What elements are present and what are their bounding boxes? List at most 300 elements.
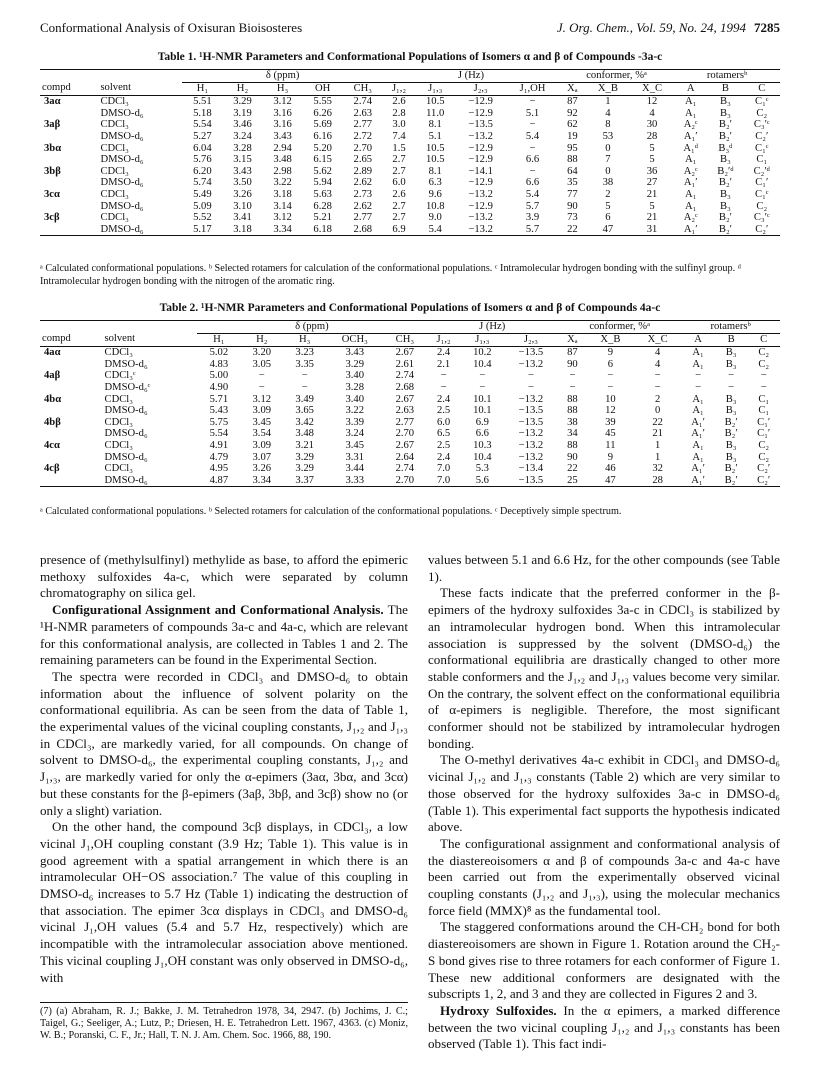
table-cell: −13.2 — [468, 188, 493, 200]
table-cell: CDCl₃ — [100, 96, 129, 108]
table-cell: 2.63 — [353, 107, 373, 119]
table-cell: 3.14 — [273, 200, 292, 212]
table-cell: 10.8 — [425, 200, 445, 212]
table2-col-header: H₃ — [283, 333, 326, 347]
table-cell: A₁ — [692, 439, 704, 451]
table-cell: 0 — [654, 405, 661, 417]
table-cell: A₁ — [685, 154, 697, 166]
table-cell: 3.54 — [252, 428, 272, 440]
table-cell: 3.15 — [233, 154, 252, 166]
table-cell: 28 — [646, 130, 658, 142]
table-cell: 3.20 — [252, 347, 272, 359]
table-cell: DMSO-d₆ — [104, 451, 148, 463]
table-cell: DMSO-d₆ — [100, 177, 144, 189]
table-row — [40, 394, 780, 406]
table-cell: − — [529, 165, 536, 177]
table1-col-header: H₃ — [263, 82, 303, 96]
table-cell: 3.50 — [233, 177, 252, 189]
table-cell: DMSO-d₆ — [100, 223, 144, 235]
table2-col-header: A — [681, 333, 715, 347]
table-cell: 5.02 — [209, 347, 229, 359]
table-cell: 4 — [654, 358, 661, 370]
table-cell: 6 — [607, 358, 614, 370]
table-cell: C₁′ — [755, 177, 769, 189]
table-cell: 5 — [649, 154, 655, 166]
table-row — [40, 359, 780, 371]
table-cell: − — [654, 381, 661, 393]
table-row — [40, 166, 780, 178]
table2-col-header: J₁,₂ — [426, 333, 461, 347]
table-cell: 3.43 — [273, 130, 292, 142]
table-cell: B₂′ — [718, 223, 732, 235]
table-cell: 11.0 — [426, 107, 445, 119]
table-cell: 73 — [567, 212, 578, 224]
table1-col-header: J₂,₃ — [455, 82, 506, 96]
table-cell: 88 — [567, 439, 578, 451]
table-cell: 6.6 — [525, 177, 540, 189]
table-cell: B₃ — [720, 107, 731, 119]
table-cell: 5.71 — [209, 393, 229, 405]
table-cell: 10 — [605, 393, 616, 405]
table-cell: 35 — [567, 177, 578, 189]
table-cell: 5.55 — [313, 96, 332, 108]
table-cell: 6.6 — [475, 428, 489, 440]
table-cell: 5.94 — [313, 177, 332, 189]
journal-citation — [557, 20, 780, 36]
table-cell: 10.4 — [473, 451, 492, 463]
table-cell: 8 — [605, 119, 611, 131]
table-row — [40, 405, 780, 417]
table-cell: CDCl₃ — [100, 212, 129, 224]
table2-group-blank — [40, 321, 197, 334]
table-cell: 4cα — [44, 439, 60, 451]
table-cell: A₁ — [692, 451, 704, 463]
table-cell — [40, 177, 98, 189]
table-cell: 11 — [605, 439, 616, 451]
table-cell: 6.16 — [313, 130, 332, 142]
table-cell: 3.40 — [345, 393, 365, 405]
table1-group-rotamers: rotamersᵇ — [674, 70, 780, 83]
table-cell: A₁′ — [691, 416, 705, 428]
table-cell: CDCl₃ — [104, 416, 133, 428]
table-cell: 27 — [646, 177, 658, 189]
table-cell: 3bα — [44, 142, 62, 154]
table1-col-header: X_C — [630, 82, 674, 96]
table-cell: 3cβ — [44, 212, 60, 224]
table-cell — [40, 359, 103, 371]
page-number: 7285 — [754, 20, 780, 35]
table-cell: 3.28 — [345, 381, 365, 393]
table-cell: 30 — [646, 119, 658, 131]
table-cell: CDCl₃ — [104, 463, 133, 475]
table-cell: B₂′ — [718, 119, 732, 131]
table1-group-shift: δ (ppm) — [182, 70, 383, 83]
table-cell: A₁ — [692, 358, 704, 370]
table-cell: 5.21 — [313, 212, 332, 224]
table-cell — [40, 452, 103, 464]
table1-body — [40, 96, 780, 236]
table-row — [40, 131, 780, 143]
table-cell: − — [479, 381, 486, 393]
table-cell: C₁ᶜ — [755, 142, 769, 154]
table-cell: −13.5 — [518, 474, 544, 486]
table-cell: 4aα — [44, 347, 61, 359]
table-cell: B₃ — [720, 154, 731, 166]
table-cell: 3cα — [44, 188, 60, 200]
table-cell: B₃ — [725, 347, 737, 359]
table-cell: 12 — [646, 96, 658, 108]
table-cell: 6.28 — [313, 200, 332, 212]
table-cell: −13.5 — [518, 405, 544, 417]
table-cell: − — [479, 370, 486, 382]
table-cell: 2.61 — [395, 358, 415, 370]
table-cell: 2.77 — [353, 119, 373, 131]
table-cell: 2.67 — [395, 439, 415, 451]
table1-col-header: X_B — [586, 82, 630, 96]
table1-col-header: H₁ — [182, 82, 222, 96]
table-cell: 10.2 — [473, 347, 492, 359]
table-cell: 87 — [567, 96, 578, 108]
table-cell: 2.4 — [436, 347, 451, 359]
table-cell: B₃ — [720, 188, 731, 200]
references: (7) (a) Abraham, R. J.; Bakke, J. M. Tetrahedron 1978, 34, 2947. (b) Jochims, J. C.; Taigel, G.; Seeliger, A.; Lutz, P.; Driesen, H. E. Tetrahedron Lett. 1967, 4363. (c) Moniz, W. B.; Poranski, C. F., Jr.; Hall, T. N. J. Am. Chem. Soc. 1966, 88, 190. — [40, 1002, 408, 1043]
table-cell: 10.5 — [425, 154, 445, 166]
table-cell: 5.1 — [428, 130, 442, 142]
table2-header-row — [40, 333, 780, 347]
table-cell: 6.5 — [436, 428, 451, 440]
table-cell: 4.83 — [209, 358, 229, 370]
table-cell: 4.90 — [209, 381, 229, 393]
table-row — [40, 201, 780, 213]
table-cell: 47 — [605, 474, 616, 486]
table-cell: − — [529, 96, 536, 108]
table-cell: 2.94 — [273, 142, 292, 154]
table-cell: 10.3 — [473, 439, 492, 451]
table-cell: 88 — [567, 405, 578, 417]
table-cell: 8.1 — [428, 165, 442, 177]
table-cell — [40, 224, 98, 236]
table-cell: 2.67 — [395, 393, 415, 405]
table2 — [40, 320, 780, 487]
table2-col-header: compd — [40, 333, 103, 347]
table-cell: 3.35 — [295, 358, 314, 370]
table-cell: 3.12 — [252, 393, 272, 405]
table2-col-header: Xₐ — [558, 333, 587, 347]
table-cell: 3.40 — [345, 370, 365, 382]
table-cell: 2.70 — [395, 428, 415, 440]
table-cell: 12 — [605, 405, 616, 417]
table-row — [40, 475, 780, 487]
table-cell: 3.33 — [345, 474, 365, 486]
table-cell: C₃′ᶜ — [753, 212, 770, 224]
table-cell: A₂ᶜ — [683, 165, 698, 177]
table2-col-header: OCH₃ — [326, 333, 383, 347]
table1 — [40, 69, 780, 236]
table-cell: 2.7 — [392, 154, 406, 166]
table-cell: 5.20 — [313, 142, 332, 154]
table-cell: 4.95 — [209, 463, 229, 475]
table-cell: CDCl₃ — [100, 188, 129, 200]
table-cell: 2.7 — [392, 200, 406, 212]
right-paragraph-6 — [428, 1003, 780, 1053]
table-cell: 47 — [602, 223, 614, 235]
table-cell: − — [760, 381, 767, 393]
table-cell: B₃ — [725, 393, 737, 405]
table-cell: 4.91 — [209, 439, 229, 451]
table-cell: 5.18 — [193, 107, 212, 119]
table2-col-header: H₂ — [240, 333, 283, 347]
table2-col-header: solvent — [103, 333, 198, 347]
table-cell: 3aβ — [44, 119, 61, 131]
table-cell: 5.62 — [313, 165, 332, 177]
table2-footnote: ᵃ Calculated conformational populations. ᵇ Selected rotamers for calculation of the conformational populations. ᶜ Deceptively simple spectrum. — [40, 506, 622, 517]
table-cell: 6.9 — [392, 223, 406, 235]
table1-col-header: OH — [303, 82, 343, 96]
table-cell: − — [440, 381, 447, 393]
table-cell: B₃ — [720, 200, 731, 212]
table-cell: 32 — [652, 463, 663, 475]
table-cell: 7.0 — [436, 474, 451, 486]
table1-caption: Table 1. ¹H-NMR Parameters and Conformational Populations of Isomers α and β of Compounds -3a-c — [157, 51, 663, 63]
table1-group-blank — [40, 70, 182, 83]
table-cell: −12.9 — [468, 142, 493, 154]
table-cell: 3.29 — [233, 96, 252, 108]
table-cell: 45 — [605, 428, 616, 440]
table-cell: CDCl₃ — [104, 393, 133, 405]
table-cell: 6 — [605, 212, 611, 224]
table1-col-header: C — [744, 82, 780, 96]
table-cell: 2.68 — [395, 381, 415, 393]
table-cell: 1.5 — [392, 142, 406, 154]
table-cell: B₃ — [725, 405, 737, 417]
table-cell: C₂′ — [755, 223, 769, 235]
table-cell: 4.79 — [209, 451, 229, 463]
table-row — [40, 452, 780, 464]
table-cell: 2.74 — [395, 463, 415, 475]
table-cell: 5 — [649, 200, 655, 212]
table-cell: 2.6 — [392, 188, 406, 200]
table-cell: 5.4 — [525, 188, 540, 200]
journal-info: J. Org. Chem., Vol. 59, No. 24, 1994 — [556, 20, 746, 35]
table-cell — [40, 154, 98, 166]
table-cell: 3.29 — [345, 358, 365, 370]
table-cell: −12.9 — [468, 200, 493, 212]
table-cell: 2.65 — [353, 154, 373, 166]
table-cell: 2.68 — [353, 223, 373, 235]
table-cell: 3.37 — [295, 474, 314, 486]
table-cell: DMSO-d₆ — [100, 107, 144, 119]
table1-group-j: J (Hz) — [383, 70, 559, 83]
table-cell: 7.0 — [436, 463, 451, 475]
running-title: Conformational Analysis of Oxisuran Bioisosteres — [40, 20, 303, 35]
table-cell: 4cβ — [44, 463, 60, 475]
table-cell: 3.46 — [233, 119, 252, 131]
right-paragraph-4: The configurational assignment and conformational analysis of the diastereoisomers α and β of compounds 3a-c and 4a-c have been carried out from the experimentally observed vicinal coupling constants (J₁,₂ and J₁,₃), using the molecular mechanics force field (MMX)⁸ as the fundamental tool. — [428, 835, 780, 918]
table1-col-header: J₁,OH — [506, 82, 559, 96]
section-heading-configurational: Configurational Assignment and Conformational Analysis. — [52, 602, 384, 618]
table-cell: C₂′ — [755, 130, 769, 142]
table-cell — [40, 405, 103, 417]
table-cell: A₂ᶜ — [683, 212, 698, 224]
table1-footnote: ᵃ Calculated conformational populations. ᵇ Selected rotamers for calculation of the conformational populations. ᶜ Intramolecular hydrogen bonding with the sulfinyl group. ᵈ Intramolecular hydrogen bonding with the nitrogen of the aromatic ring. — [40, 263, 741, 287]
table-cell: 6.04 — [193, 142, 212, 154]
table-cell: A₁ — [685, 107, 697, 119]
table-cell: − — [529, 142, 536, 154]
table-cell: 3.19 — [233, 107, 252, 119]
table-cell: 5.4 — [525, 130, 540, 142]
table-cell: DMSO-d₆ — [100, 154, 144, 166]
right-column — [428, 552, 780, 1053]
table-cell: 2 — [654, 393, 661, 405]
table-cell: A₁ — [692, 393, 704, 405]
table-cell: C₁ — [758, 405, 770, 417]
table-cell: 21 — [646, 212, 658, 224]
table-cell: 3.28 — [233, 142, 252, 154]
table-cell: 3.48 — [273, 154, 292, 166]
table-cell: A₁ — [692, 347, 704, 359]
table-cell: B₂′ — [724, 474, 738, 486]
table-cell: 3.42 — [295, 416, 314, 428]
table-cell: 3.43 — [345, 347, 365, 359]
table-cell: 5 — [605, 200, 611, 212]
table-cell: 10.5 — [425, 142, 445, 154]
table-cell: 6.6 — [525, 154, 540, 166]
table-cell: 3.22 — [345, 405, 365, 417]
table-cell: −13.2 — [518, 393, 544, 405]
table-cell: 2.67 — [395, 347, 415, 359]
table-cell: DMSO-d₆ — [104, 405, 148, 417]
table1-col-header: J₁,₂ — [383, 82, 415, 96]
table-cell: 2.5 — [436, 439, 451, 451]
section-heading-hydroxy: Hydroxy Sulfoxides. — [440, 1002, 557, 1018]
table-cell: A₁′ — [691, 428, 705, 440]
table-cell: 3.18 — [233, 223, 252, 235]
left-paragraph-2-text: The ¹H-NMR parameters of compounds 3a-c and 4a-c, which are relevant for this conformational analysis, are collected in Tables 1 and 2. The remaining parameters can be found in the Experimental Section. — [40, 602, 408, 668]
table-cell: CDCl₃ — [100, 165, 129, 177]
table-cell: 10.1 — [473, 405, 492, 417]
table2-col-header: X_B — [587, 333, 634, 347]
table-cell: 5.1 — [525, 107, 540, 119]
table-cell: 9 — [607, 451, 614, 463]
table1-col-header: solvent — [98, 82, 182, 96]
table-cell: 6.0 — [436, 416, 451, 428]
table-cell: 90 — [567, 358, 578, 370]
table-cell: B₂′ — [724, 463, 738, 475]
table-cell: 3.18 — [273, 188, 292, 200]
table-cell: 6.15 — [313, 154, 332, 166]
table-row — [40, 347, 780, 359]
table-cell: B₂′ — [718, 177, 732, 189]
table-cell: 22 — [567, 463, 578, 475]
table-cell: CDCl₃ — [104, 347, 133, 359]
table-cell: −12.9 — [468, 107, 493, 119]
table-cell: 3.12 — [273, 96, 292, 108]
table-cell: DMSO-d₆ — [100, 200, 144, 212]
table-cell: 2.62 — [353, 177, 373, 189]
table-cell: 2.98 — [273, 165, 292, 177]
table-cell: A₁ — [692, 405, 704, 417]
table-cell: CDCl₃ — [104, 439, 133, 451]
table-cell: A₁′ — [683, 177, 698, 189]
running-header — [40, 20, 780, 38]
table-cell: A₁ — [685, 200, 697, 212]
table-cell: 10.1 — [473, 393, 492, 405]
table-row — [40, 189, 780, 201]
table-cell: 10.4 — [473, 358, 492, 370]
table-cell: 4bα — [44, 393, 62, 405]
table-cell: 2.64 — [395, 451, 415, 463]
table-cell: A₁′ — [683, 223, 698, 235]
table-cell: −13.2 — [468, 223, 493, 235]
table-cell: 5.52 — [193, 212, 212, 224]
table2-group-conformer: conformer, %ᵃ — [558, 321, 681, 334]
table-cell: 9.6 — [428, 188, 442, 200]
table-cell: 1 — [654, 439, 661, 451]
table-cell: −13.2 — [468, 130, 493, 142]
table-cell: 4bβ — [44, 416, 61, 428]
table2-col-header: H₁ — [197, 333, 240, 347]
table-cell: −13.2 — [518, 439, 544, 451]
table-cell: − — [527, 370, 534, 382]
table-cell: − — [569, 381, 576, 393]
left-paragraph-4: On the other hand, the compound 3cβ displays, in CDCl₃, a low vicinal J₁,OH coupling constant (3.9 Hz; Table 1). This value is in good agreement with a spatial arrangement in which there is an intramolecular OH−OS association.⁷ The value of this coupling in DMSO-d₆ increases to 5.7 Hz (Table 1) indicating the destruction of that association. The epimer 3cα displays in CDCl₃ and DMSO-d₆ vicinal J₁,OH values (5.4 and 5.7 Hz, respectively) which are incompatible with the intramolecular association above mentioned. This vicinal coupling J₁,OH constant was only observed in DMSO-d₆, with — [40, 819, 408, 985]
table-cell: 2.89 — [353, 165, 373, 177]
table-row — [40, 108, 780, 120]
table-cell: 8.1 — [428, 119, 442, 131]
table-cell: 5.74 — [193, 177, 212, 189]
table-cell: 3.41 — [233, 212, 252, 224]
table-cell: 5.76 — [193, 154, 212, 166]
table-cell: C₁ᶜ — [755, 96, 769, 108]
table-cell: CDCl₃ — [100, 119, 129, 131]
table-cell: 5.00 — [209, 370, 229, 382]
table-cell: C₂′ᵈ — [753, 165, 770, 177]
table-cell: 53 — [602, 130, 614, 142]
table-cell: 2.77 — [395, 416, 415, 428]
table-cell: A₁′ — [691, 474, 705, 486]
table-cell: −12.9 — [468, 154, 493, 166]
table-cell: C₂′ — [757, 474, 771, 486]
table-cell: C₁ — [758, 393, 770, 405]
table-cell: 22 — [567, 223, 578, 235]
table-cell: A₁ — [685, 188, 697, 200]
table-cell: C₂ — [756, 107, 768, 119]
table-cell: A₁ — [685, 96, 697, 108]
table-cell: 5.3 — [475, 463, 489, 475]
table-cell: C₂′ — [757, 463, 771, 475]
table-cell: C₁′ — [757, 428, 771, 440]
table-cell: 46 — [605, 463, 616, 475]
table-cell: 36 — [646, 165, 658, 177]
table-cell — [40, 201, 98, 213]
table-cell: 2.8 — [392, 107, 406, 119]
table-cell: 2.72 — [353, 130, 373, 142]
table-cell: 3.26 — [252, 463, 272, 475]
table-cell: 5.51 — [193, 96, 212, 108]
table-row — [40, 212, 780, 224]
left-column — [40, 552, 408, 986]
table-cell: 3.9 — [525, 212, 540, 224]
table-cell: 2.4 — [436, 451, 451, 463]
table-cell: − — [440, 370, 447, 382]
table-cell: 3.65 — [295, 405, 314, 417]
table-cell: 5.27 — [193, 130, 212, 142]
right-paragraph-2: These facts indicate that the preferred conformer in the β-epimers of the hydroxy sulfoxides 3a-c in CDCl₃ is stabilized by an intramolecular hydrogen bond. When this intramolecular association is suppressed by the solvent (DMSO-d₆) the conformational equilibria are drastically changed to other more stable conformers and the J₁,₂ and J₁,₃ values become very similar. On the contrary, the solvent effect on the conformational equilibria of α-epimers is negligible. Therefore, the most significant conformer should not be stabilized by intramolecular hydrogen bonding. — [428, 585, 780, 751]
table-cell: 88 — [567, 154, 578, 166]
table-cell: −13.5 — [518, 416, 544, 428]
table-cell: C₁ᶜ — [755, 188, 769, 200]
table-cell: 5.54 — [193, 119, 212, 131]
